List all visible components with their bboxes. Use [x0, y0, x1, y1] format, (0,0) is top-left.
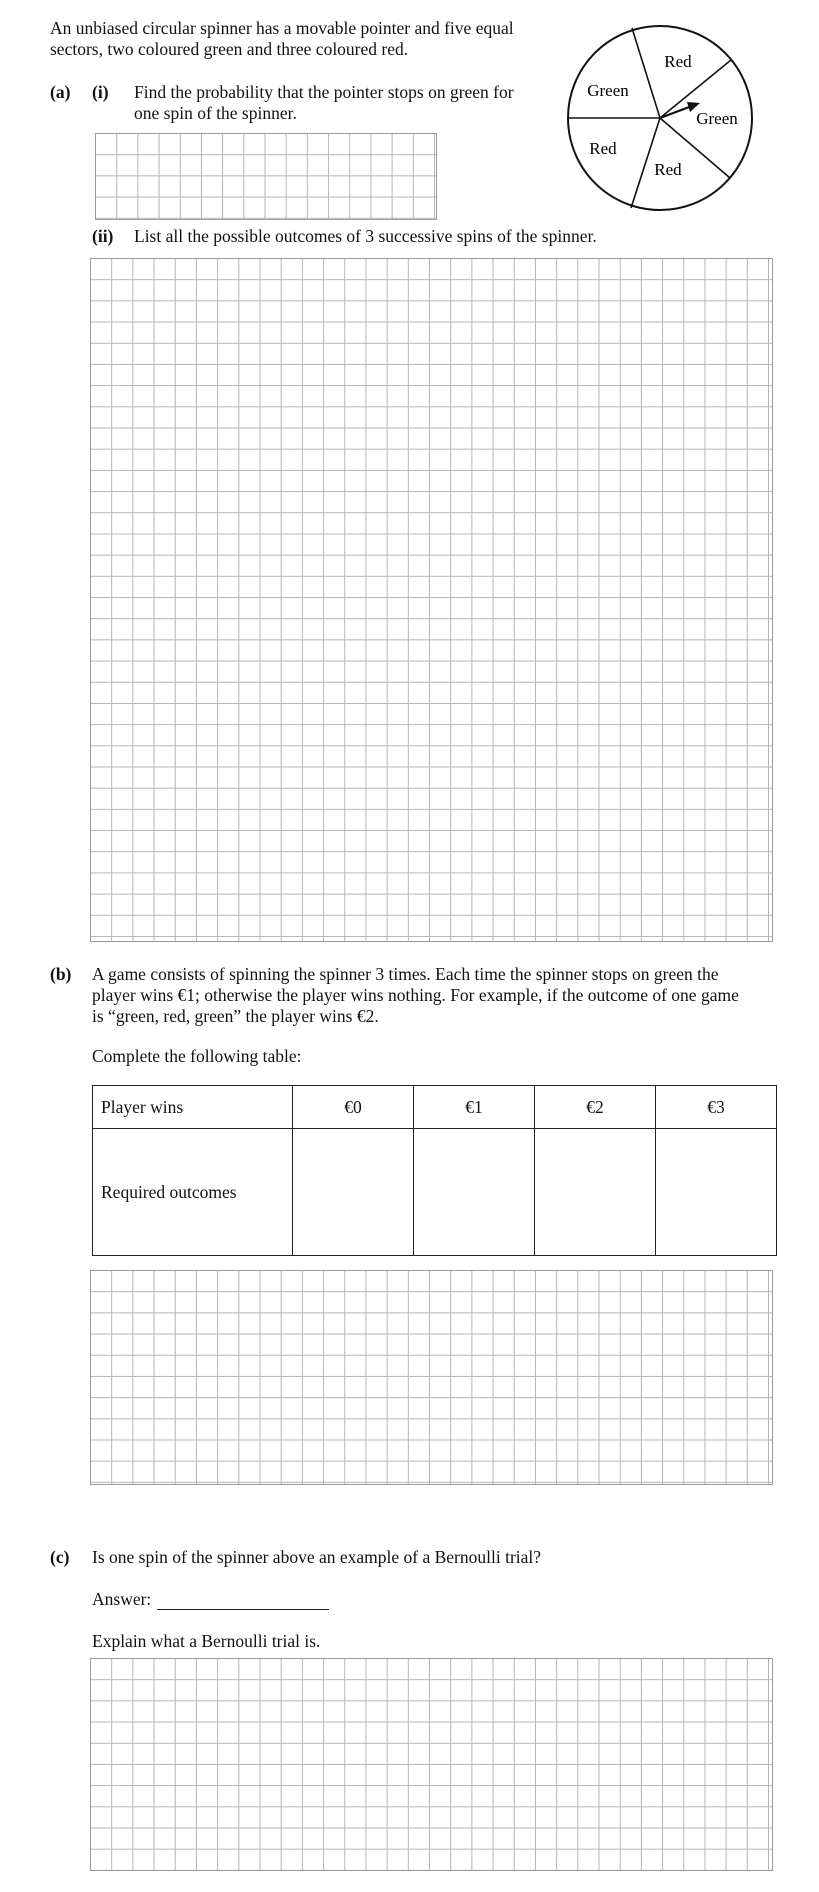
table-cell-outcomes-1[interactable] — [414, 1129, 535, 1256]
sector-label-green-left: Green — [587, 81, 629, 100]
table-header-1: €1 — [414, 1086, 535, 1129]
part-a-i-label: (i) — [92, 82, 109, 102]
part-a-i-question — [134, 82, 514, 124]
intro-line-2: sectors, two coloured green and three coloured red. — [50, 39, 409, 59]
answer-grid-c[interactable] — [90, 1658, 773, 1871]
table-row-player-wins — [93, 1086, 777, 1129]
table-header-3: €3 — [656, 1086, 777, 1129]
table-cell-outcomes-3[interactable] — [656, 1129, 777, 1256]
part-c-question: Is one spin of the spinner above an example of a Bernoulli trial? — [92, 1547, 542, 1567]
sector-label-red-left: Red — [589, 139, 617, 158]
answer-grid-a-ii[interactable] — [90, 258, 773, 942]
part-c-label: (c) — [50, 1547, 70, 1567]
spinner-diagram — [560, 20, 760, 220]
sector-label-red-top: Red — [664, 52, 692, 71]
part-a-ii-question: List all the possible outcomes of 3 successive spins of the spinner. — [134, 226, 597, 246]
part-c-answer-label: Answer: — [92, 1589, 152, 1609]
part-a-i-line-2: one spin of the spinner. — [134, 103, 297, 123]
table-header-2: €2 — [535, 1086, 656, 1129]
part-b-label: (b) — [50, 964, 72, 984]
row-header-player-wins: Player wins — [93, 1086, 293, 1129]
sector-label-green-right: Green — [696, 109, 738, 128]
intro-text — [50, 18, 514, 60]
part-c-answer-line[interactable] — [157, 1608, 329, 1610]
part-b-line-3: is “green, red, green” the player wins €2. — [92, 1006, 379, 1026]
part-c-explain: Explain what a Bernoulli trial is. — [92, 1631, 321, 1651]
row-header-required-outcomes: Required outcomes — [93, 1129, 293, 1256]
winnings-table — [92, 1085, 777, 1256]
part-a-ii-label: (ii) — [92, 226, 114, 246]
part-a-label: (a) — [50, 82, 71, 102]
part-b-instruction: Complete the following table: — [92, 1046, 302, 1066]
table-row-required-outcomes — [93, 1129, 777, 1256]
intro-line-1: An unbiased circular spinner has a movable pointer and five equal — [50, 18, 514, 38]
part-b-line-2: player wins €1; otherwise the player wins nothing. For example, if the outcome of one game — [92, 985, 739, 1005]
answer-grid-b[interactable] — [90, 1270, 773, 1485]
part-b-line-1: A game consists of spinning the spinner 3 times. Each time the spinner stops on green the — [92, 964, 719, 984]
sector-label-red-bottom: Red — [654, 160, 682, 179]
answer-grid-a-i[interactable] — [95, 133, 437, 220]
part-b-question — [92, 964, 739, 1027]
table-cell-outcomes-0[interactable] — [293, 1129, 414, 1256]
table-header-0: €0 — [293, 1086, 414, 1129]
table-cell-outcomes-2[interactable] — [535, 1129, 656, 1256]
part-a-i-line-1: Find the probability that the pointer stops on green for — [134, 82, 514, 102]
